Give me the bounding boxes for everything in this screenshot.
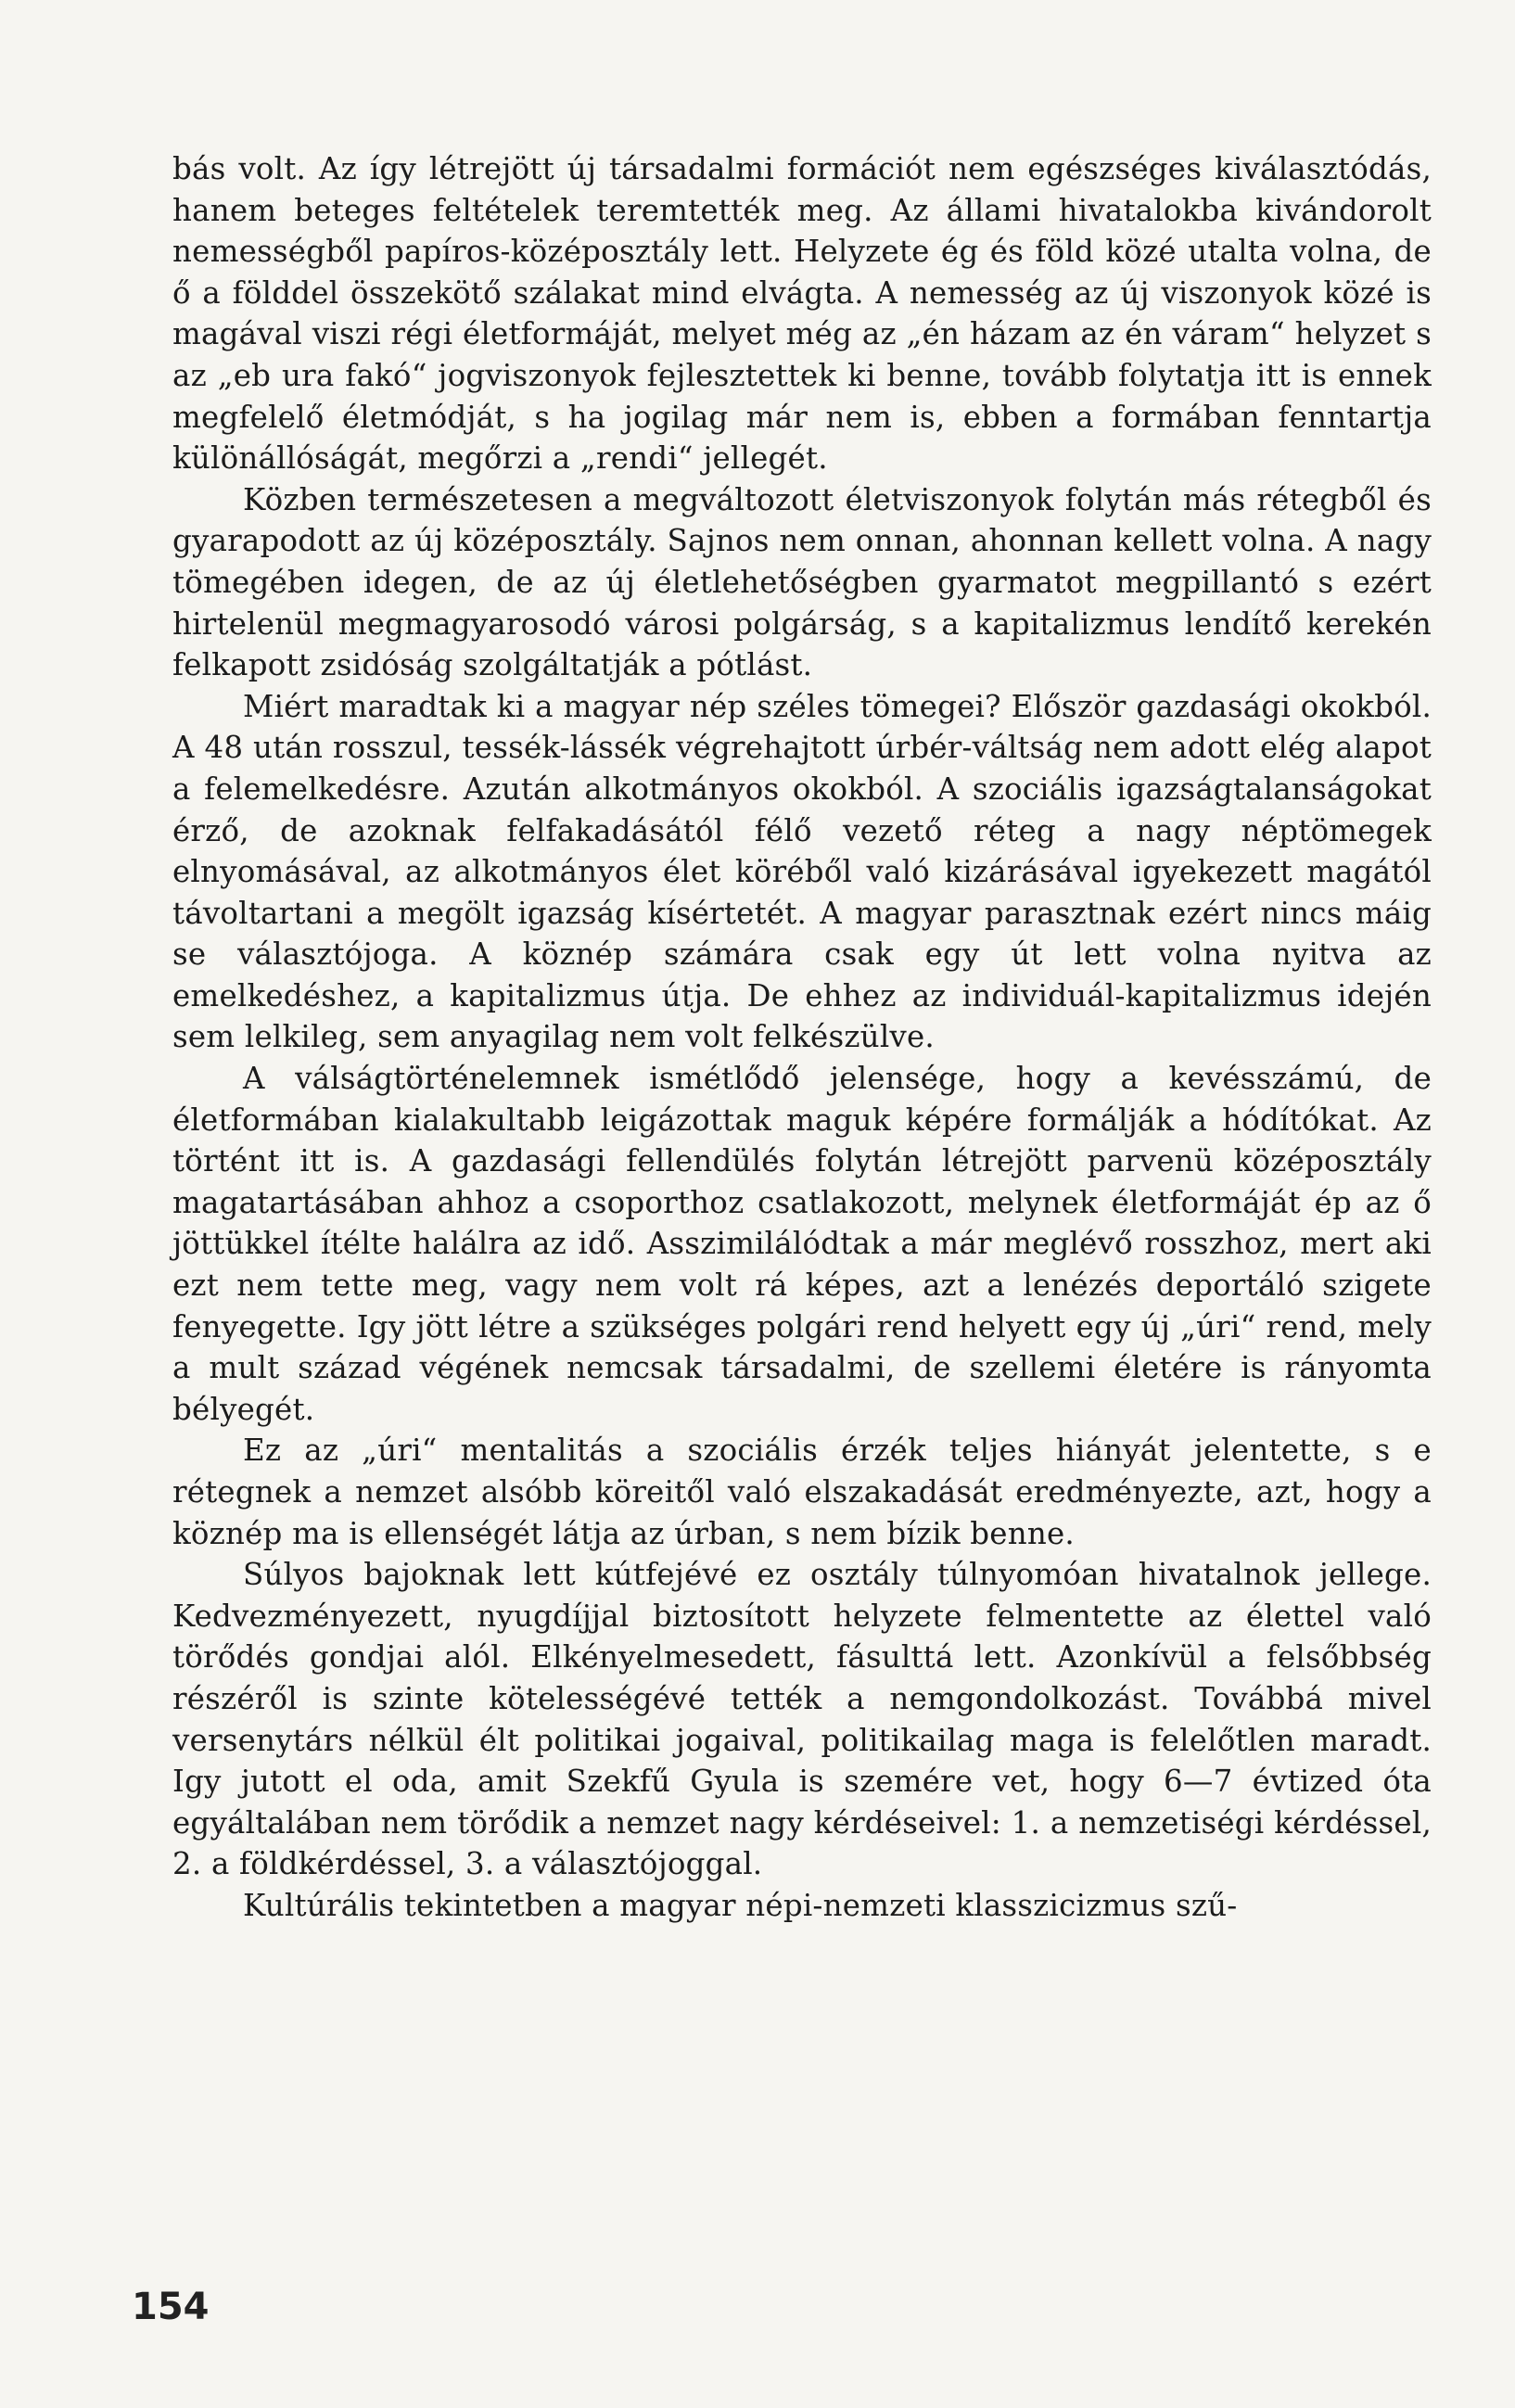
paragraph: bás volt. Az így létrejött új társadalmi formációt nem egészséges kiválasztódás, hanem beteges feltételek teremtették meg. Az állami hivatalokba kivándorolt nemességből papíros-középosztály lett. Helyzete ég és föld közé utalta volna, de ő a földdel összekötő szálakat mind elvágta. A nemesség az új viszonyok közé is magával viszi régi életformáját, melyet még az „én házam az én váram“ helyzet s az „eb ura fakó“ jogviszonyok fejlesztettek ki benne, tovább folytatja itt is ennek megfelelő életmódját, s ha jogilag már nem is, ebben a formában fenntartja különállóságát, megőrzi a „rendi“ jellegét. bbox=[172, 151, 1432, 477]
paragraph: Miért maradtak ki a magyar nép széles tömegei? Először gazdasági okokból. A 48 után rosszul, tessék-lássék végrehajtott úrbér-váltság nem adott elég alapot a felemelkedésre. Azután alkotmányos okokból. A szociális igazságtalanságokat érző, de azoknak felfakadásától félő vezető réteg a nagy néptömegek elnyomásával, az alkotmányos élet köréből való kizárásával igyekezett magától távoltartani a megölt igazság kísértetét. A magyar parasztnak ezért nincs máig se választójoga. A köznép számára csak egy út lett volna nyitva az emelkedéshez, a kapitalizmus útja. De ehhez az individuál-kapitalizmus idején sem lelkileg, sem anyagilag nem volt felkészülve. bbox=[172, 688, 1432, 1055]
paragraph: Közben természetesen a megváltozott életviszonyok folytán más rétegből és gyarapodott az új középosztály. Sajnos nem onnan, ahonnan kellett volna. A nagy tömegében idegen, de az új életlehetőségben gyarmatot megpillantó s ezért hirtelenül megmagyarosodó városi polgárság, s a kapitalizmus lendítő kerekén felkapott zsidóság szolgáltatják a pótlást. bbox=[172, 481, 1432, 683]
paragraph: Súlyos bajoknak lett kútfejévé ez osztály túlnyomóan hivatalnok jellege. Kedvezményezett, nyugdíjjal biztosított helyzete felmentette az élettel való törődés gondjai alól. Elkényelmesedett, fásulttá lett. Azonkívül a felsőbbség részéről is szinte kötelességévé tették a nemgondolkozást. Továbbá mivel versenytárs nélkül élt politikai jogaival, politikailag maga is felelőtlen maradt. Igy jutott el oda, amit Szekfű Gyula is szemére vet, hogy 6—7 évtized óta egyáltalában nem törődik a nemzet nagy kérdéseivel: 1. a nemzetiségi kérdéssel, 2. a földkérdéssel, 3. a választójoggal. bbox=[172, 1557, 1432, 1882]
paragraph: Ez az „úri“ mentalitás a szociális érzék teljes hiányát jelentette, s e rétegnek a nemzet alsóbb köreitől való elszakadását eredményezte, azt, hogy a köznép ma is ellenségét látja az úrban, s nem bízik benne. bbox=[172, 1433, 1432, 1551]
page-number: 154 bbox=[132, 2286, 210, 2328]
paragraph: A válságtörténelemnek ismétlődő jelensége, hogy a kevésszámú, de életformában kialakultabb leigázottak maguk képére formálják a hódítókat. Az történt itt is. A gazdasági fellendülés folytán létrejött parvenü középosztály magatartásában ahhoz a csoporthoz csatlakozott, melynek életformáját ép az ő jöttükkel ítélte halálra az idő. Asszimilálódtak a már meglévő rosszhoz, mert aki ezt nem tette meg, vagy nem volt rá képes, azt a lenézés deportáló szigete fenyegette. Igy jött létre a szükséges polgári rend helyett egy új „úri“ rend, mely a mult század végének nemcsak társadalmi, de szellemi életére is rányomta bélyegét. bbox=[172, 1061, 1432, 1427]
paragraph: Kultúrális tekintetben a magyar népi-nemzeti klasszicizmus szű- bbox=[243, 1887, 1238, 1923]
body-text bbox=[172, 148, 1432, 1927]
